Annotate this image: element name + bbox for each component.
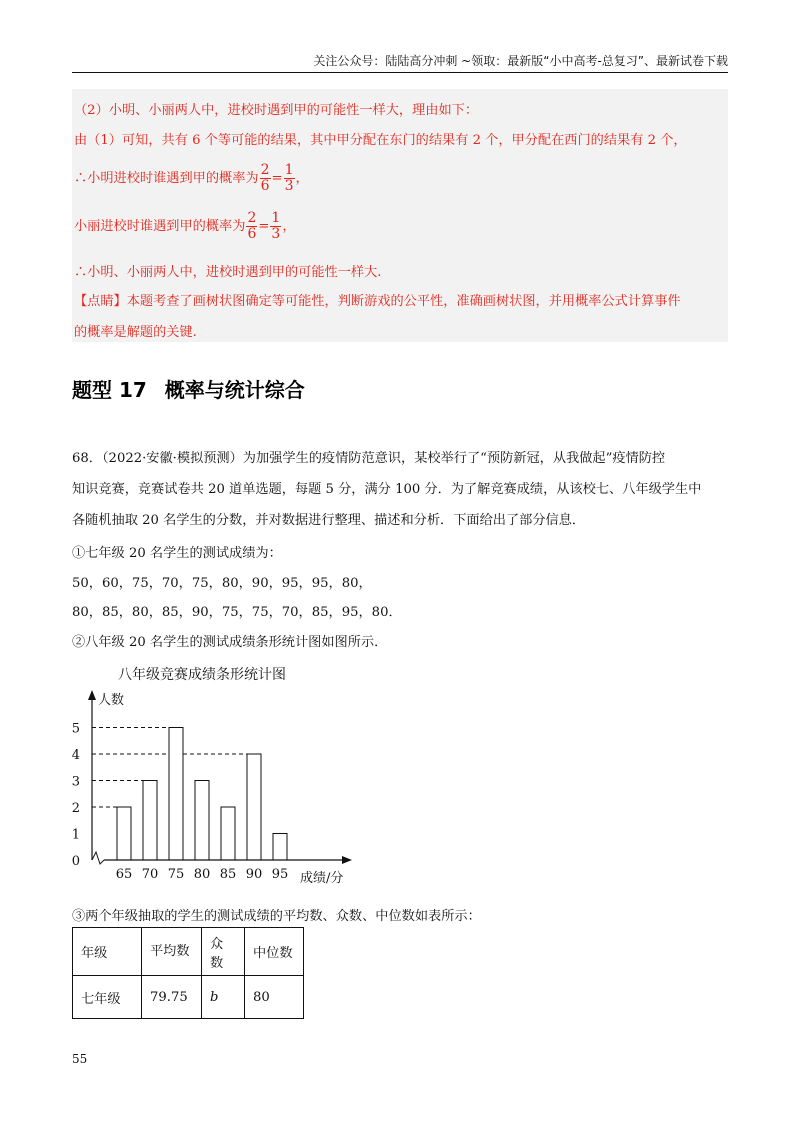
x-tick-label: 75 (167, 867, 185, 882)
grade7-scores-line-1: 50，60，75，70，75，80，90，95，95，80， (72, 576, 372, 591)
answer-line-3: ∴小明进校时谁遇到甲的概率为 $\frac{2}{6}$ = $\frac{1}{3}$ ， (74, 162, 309, 194)
x-tick-label: 65 (115, 867, 133, 882)
problem-line-3: 各随机抽取 20 名学生的分数，并对数据进行整理、描述和分析．下面给出了部分信息． (72, 513, 586, 528)
problem-line-7: ②八年级 20 名学生的测试成绩条形统计图如图所示． (72, 635, 388, 650)
y-tick-label: 4 (71, 748, 80, 763)
answer-line-1: （2）小明、小丽两人中，进校时遇到甲的可能性一样大，理由如下： (74, 103, 479, 118)
bar-85 (221, 807, 235, 860)
answer-line-7: 的概率是解题的关键. (74, 325, 197, 340)
x-tick-label: 85 (219, 867, 237, 882)
answer-line-5: ∴小明、小丽两人中，进校时遇到甲的可能性一样大. (74, 265, 382, 280)
y-tick-label: 5 (71, 721, 80, 737)
x-tick-label: 95 (271, 867, 289, 882)
section-title (72, 374, 305, 403)
section-name: 概率与统计综合 (164, 378, 305, 402)
problem-line-1: 68．（2022·安徽·模拟预测）为加强学生的疫情防范意识，某校举行了“预防新冠，从我做起”疫情防控 (72, 451, 666, 466)
table-header-cell: 中位数 (245, 928, 304, 976)
answer-line-6 (74, 290, 681, 309)
header-rule (72, 72, 728, 73)
section-label: 题型 17 (72, 378, 147, 402)
axis-break (92, 852, 104, 864)
table-cell: b (202, 976, 245, 1019)
table-cell: 七年级 (73, 976, 142, 1019)
page-number: 55 (72, 1052, 88, 1066)
equals-sign: = (271, 171, 283, 186)
x-tick-label: 90 (245, 867, 263, 882)
x-axis-arrow (342, 856, 352, 864)
fraction-2-6: $\frac{2}{6}$ (260, 162, 270, 194)
x-tick-label: 70 (141, 867, 159, 882)
answer-line-4: 小丽进校时谁遇到甲的概率为 $\frac{2}{6}$ = $\frac{1}{3}$ ， (74, 210, 296, 242)
y-tick-label: 3 (71, 774, 80, 790)
bar-70 (143, 781, 157, 861)
problem-line-4: ①七年级 20 名学生的测试成绩为： (72, 546, 282, 561)
bar-80 (195, 781, 209, 861)
table-header-row (73, 928, 304, 976)
chart-title: 八年级竞赛成绩条形统计图 (118, 667, 286, 683)
fraction-1-3: $\frac{1}{3}$ (271, 210, 281, 242)
grade7-scores-line-2: 80，85，80，85，90，75，75，70，85，95，80． (72, 605, 402, 620)
page-header: 关注公众号：陆陆高分冲刺 ~领取：最新版“小中高考-总复习”、最新试卷下载 (313, 54, 728, 68)
y-axis-label: 人数 (98, 693, 125, 708)
hint-tag: 【点睛】 (74, 294, 127, 309)
table-row (73, 976, 304, 1019)
bar-95 (273, 834, 287, 861)
answer-block (72, 89, 728, 342)
table-cell: 79.75 (142, 976, 202, 1019)
table-cell: 80 (245, 976, 304, 1019)
x-axis-label: 成绩/分 (300, 871, 344, 886)
bar-65 (117, 807, 131, 860)
answer-line-2: 由（1）可知，共有 6 个等可能的结果，其中甲分配在东门的结果有 2 个，甲分配在西门的结果有 2 个， (74, 133, 687, 148)
stats-table (72, 927, 304, 1019)
y-tick-label: 0 (71, 854, 80, 869)
equals-sign: = (258, 219, 270, 234)
table-header-cell: 年级 (73, 928, 142, 976)
answer-line-3-text: ∴小明进校时谁遇到甲的概率为 (74, 171, 259, 186)
bar-90 (247, 754, 261, 860)
y-tick-label: 2 (71, 801, 80, 816)
y-axis-arrow (88, 690, 96, 700)
problem-line-8: ③两个年级抽取的学生的测试成绩的平均数、众数、中位数如表所示： (72, 909, 481, 924)
bar-chart (60, 684, 370, 889)
bar-75 (169, 728, 183, 861)
table-header-cell: 平均数 (142, 928, 202, 976)
y-tick-label: 1 (71, 827, 80, 843)
answer-line-4-text: 小丽进校时谁遇到甲的概率为 (74, 219, 246, 234)
x-tick-label: 80 (193, 867, 211, 882)
hint-text: 本题考查了画树状图确定等可能性，判断游戏的公平性，准确画树状图，并用概率公式计算事件 (126, 294, 681, 309)
fraction-2-6: $\frac{2}{6}$ (247, 210, 257, 242)
problem-line-2: 知识竞赛，竞赛试卷共 20 道单选题，每题 5 分，满分 100 分．为了解竞赛成绩，从该校七、八年级学生中 (72, 482, 702, 497)
table-header-cell: 众数 (202, 928, 245, 976)
fraction-1-3: $\frac{1}{3}$ (284, 162, 294, 194)
